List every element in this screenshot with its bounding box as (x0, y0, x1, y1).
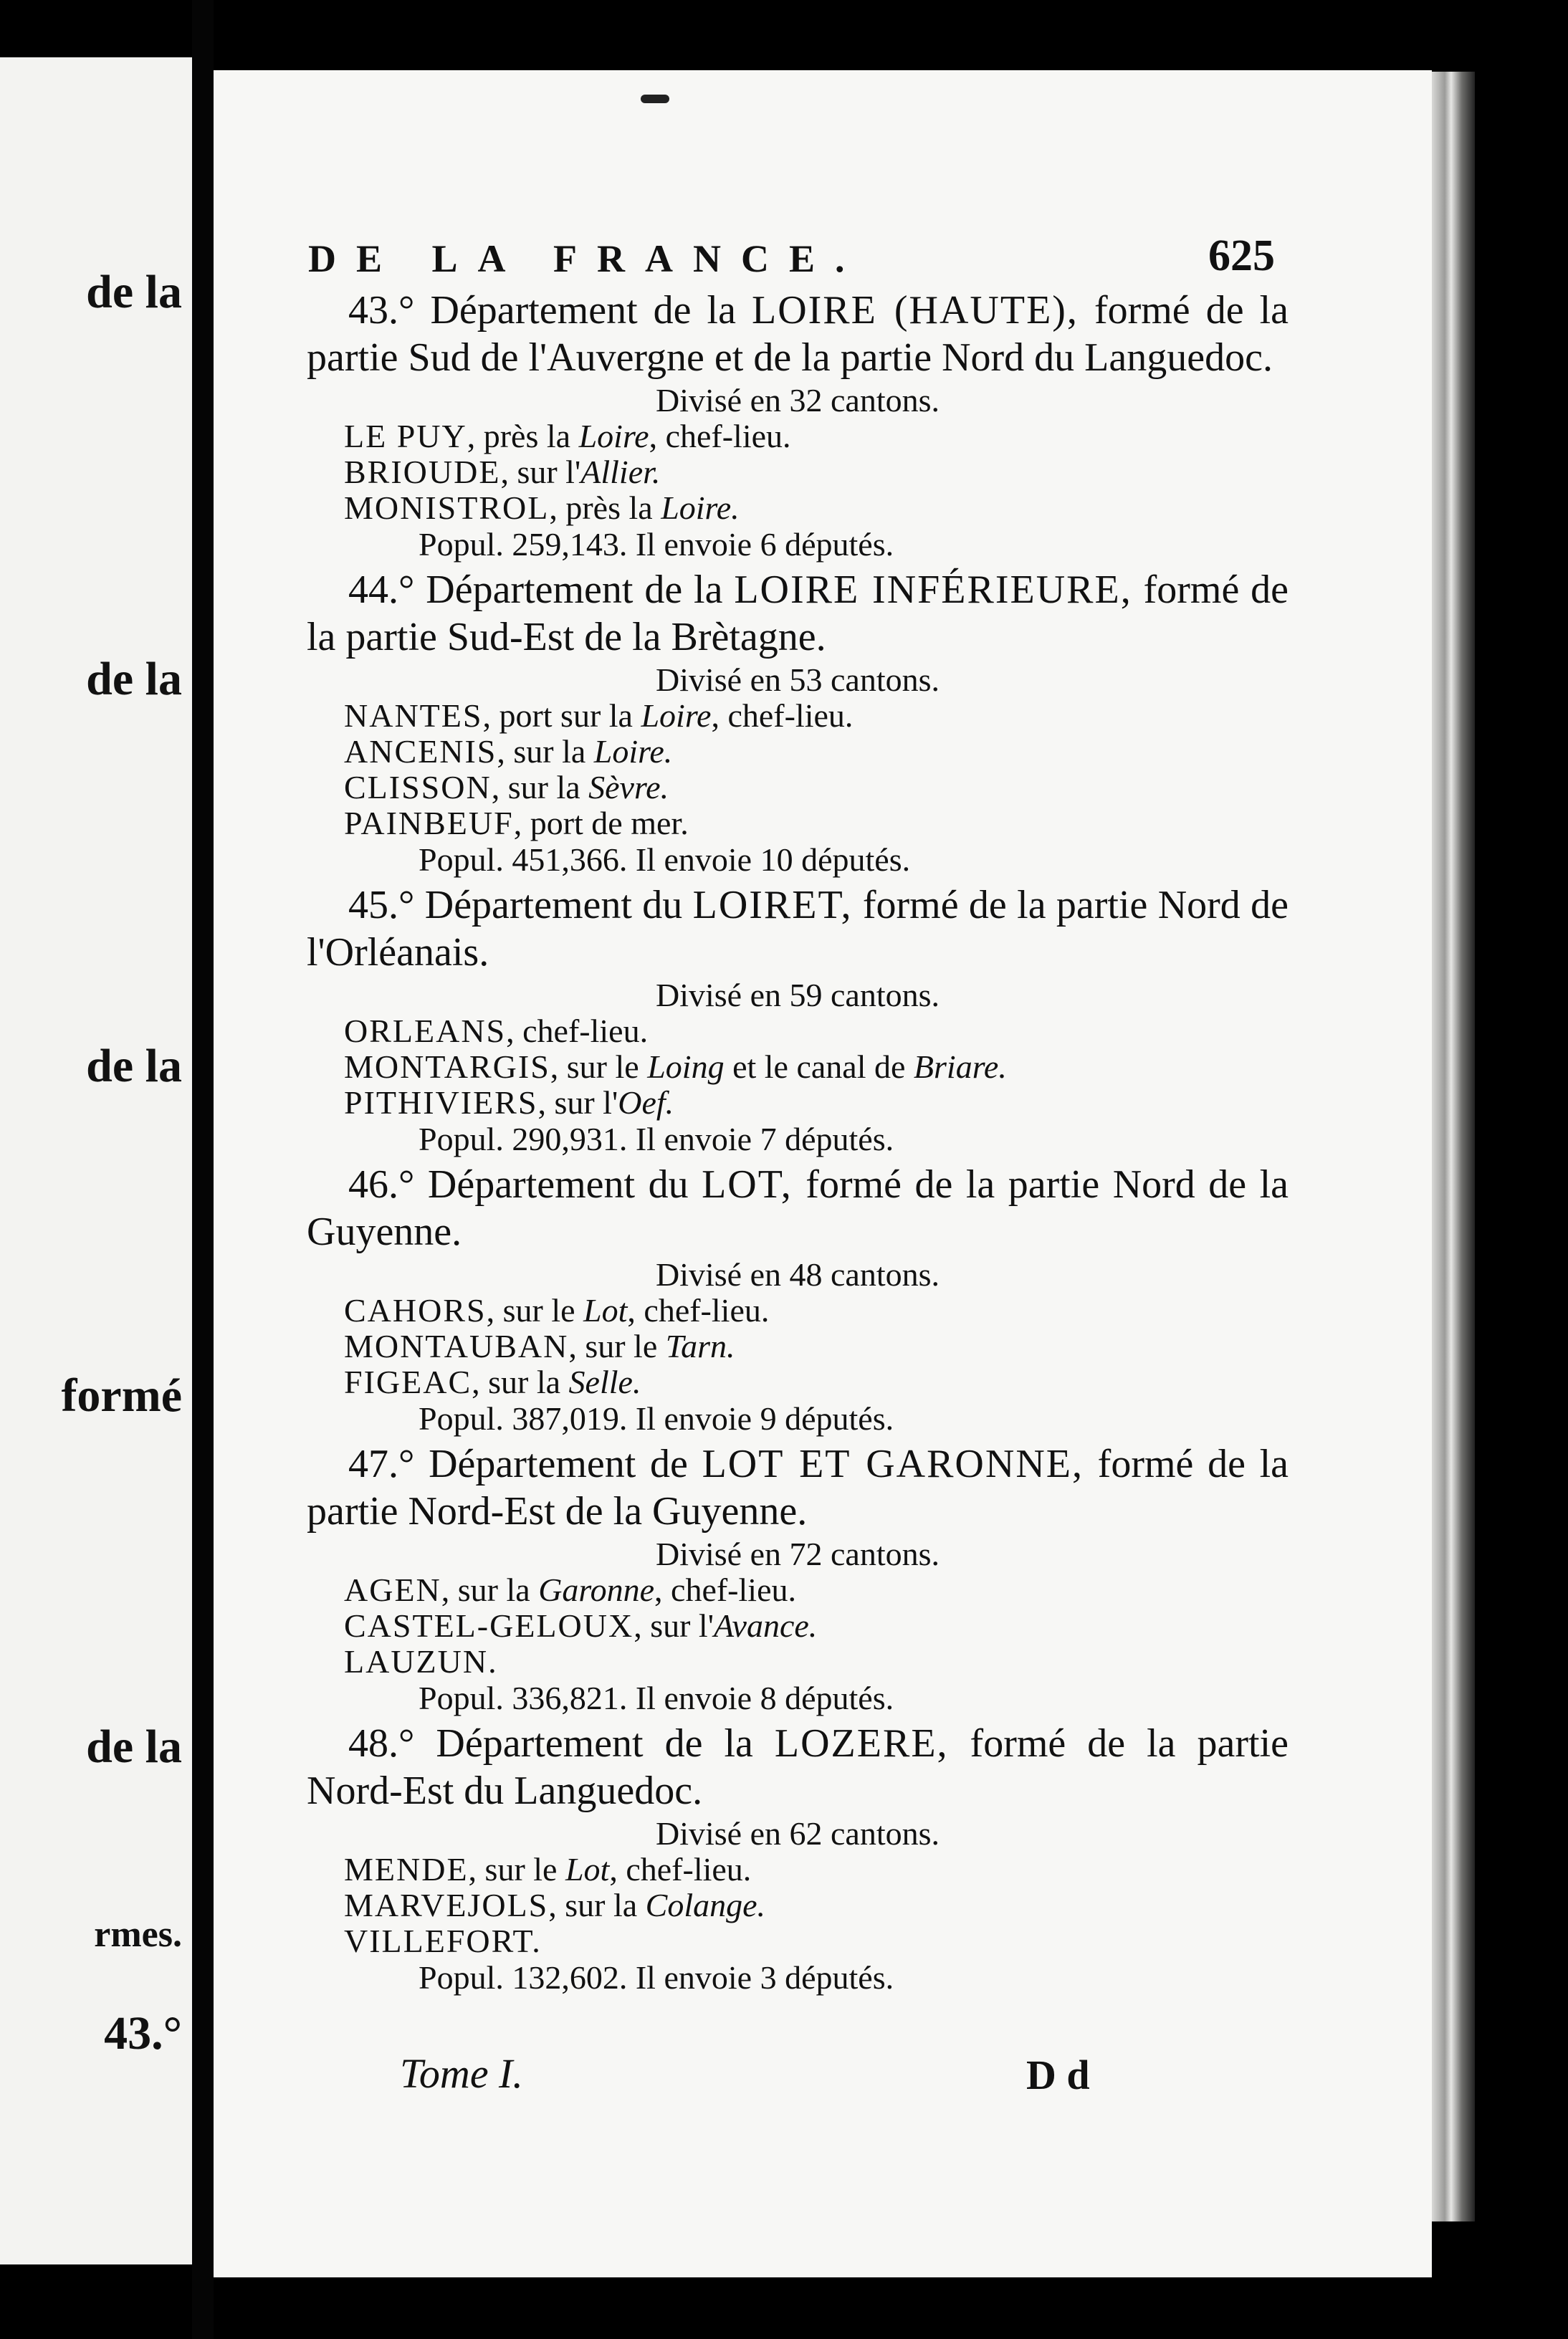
department-name: LOZERE, (774, 1721, 949, 1766)
department-name: LOIRET, (692, 883, 853, 927)
town-text: , port sur la (482, 697, 641, 734)
department-heading-pre: Département de la (426, 568, 723, 612)
department-entry (307, 881, 1289, 1158)
left-page-fragment: de la (86, 1721, 182, 1773)
left-page-fragment: formé (61, 1369, 182, 1422)
department-number: 48.° (348, 1721, 415, 1766)
river-name: Lot (565, 1851, 610, 1888)
river-name: Loing (647, 1048, 725, 1085)
river-name: Selle. (568, 1364, 641, 1400)
town-line (307, 1644, 1289, 1680)
town-line (307, 1013, 1289, 1049)
department-heading (307, 881, 1289, 976)
town-name: CASTEL-GELOUX (344, 1607, 634, 1644)
department-entry (307, 1440, 1289, 1717)
town-name: MONISTROL (344, 489, 550, 526)
town-name: AGEN (344, 1572, 441, 1608)
department-description: formé de la partie Sud de l'Auvergne et de la partie Nord du Languedoc. (307, 288, 1289, 380)
town-text: , chef-lieu. (506, 1013, 649, 1049)
town-name: CAHORS (344, 1292, 487, 1329)
left-page-strip (0, 57, 192, 2264)
town-text: , sur l' (500, 454, 581, 490)
department-number: 43.° (348, 288, 415, 333)
department-entry (307, 1720, 1289, 1996)
town-name: LE PUY (344, 418, 467, 454)
department-description: formé de la partie Nord-Est de la Guyenne. (307, 1442, 1289, 1534)
river-name: Loire. (593, 733, 673, 770)
department-heading-pre: Département de la (436, 1721, 753, 1766)
river-name: Lot (583, 1292, 628, 1329)
page-number: 625 (1208, 231, 1275, 280)
left-page-fragment: de la (86, 266, 182, 318)
department-description: formé de la partie Nord-Est du Languedoc. (307, 1721, 1289, 1813)
department-number: 45.° (348, 883, 415, 927)
department-name: LOT ET GARONNE, (702, 1442, 1084, 1486)
town-text: , près la (467, 418, 579, 454)
left-page-fragment: rmes. (94, 1914, 182, 1955)
river-name: Garonne (538, 1572, 655, 1608)
town-line (307, 734, 1289, 770)
river-name: Sèvre. (588, 769, 669, 805)
population-line: Popul. 132,602. Il envoie 3 députés. (419, 1959, 894, 1996)
town-name: CLISSON (344, 769, 492, 805)
river-name: Oef. (618, 1084, 674, 1121)
department-heading-pre: Département du (427, 1162, 689, 1207)
town-text: , sur la (497, 733, 594, 770)
department-name: LOT, (702, 1162, 793, 1207)
town-name: MENDE (344, 1851, 469, 1888)
town-name: FIGEAC (344, 1364, 472, 1400)
town-name: ORLEANS (344, 1013, 507, 1049)
department-name: LOIRE (HAUTE), (752, 288, 1079, 333)
population-line: Popul. 290,931. Il envoie 7 députés. (419, 1121, 894, 1157)
department-entry (307, 287, 1289, 563)
town-name: ANCENIS (344, 733, 497, 770)
river-name: Loire (578, 418, 649, 454)
town-name: MONTARGIS (344, 1048, 550, 1085)
town-name: BRIOUDE (344, 454, 501, 490)
river-name: Avance. (713, 1607, 818, 1644)
department-heading-pre: Département de (429, 1442, 688, 1486)
town-line (307, 1572, 1289, 1608)
department-heading (307, 287, 1289, 381)
canton-count: Divisé en 59 cantons. (655, 977, 940, 1013)
population-line: Popul. 387,019. Il envoie 9 députés. (419, 1400, 894, 1437)
town-text: , chef-lieu. (654, 1572, 796, 1608)
town-line (307, 805, 1289, 841)
river-name: Loire (641, 697, 712, 734)
department-heading-pre: Département du (424, 883, 683, 927)
left-page-fragment: de la (86, 1040, 182, 1092)
town-name: PITHIVIERS (344, 1084, 538, 1121)
town-line (307, 1364, 1289, 1400)
town-name: MARVEJOLS (344, 1887, 549, 1923)
department-number: 44.° (348, 568, 415, 612)
town-text: , sur l' (634, 1607, 714, 1644)
department-description: formé de la partie Sud-Est de la Brètagne. (307, 568, 1289, 659)
town-text: , chef-lieu. (711, 697, 854, 734)
town-line (307, 698, 1289, 734)
page-content (307, 287, 1289, 1999)
left-page-fragment: 43.° (104, 2007, 182, 2060)
town-name: NANTES (344, 697, 483, 734)
department-name: LOIRE INFÉRIEURE, (734, 568, 1132, 612)
department-number: 47.° (348, 1442, 415, 1486)
town-line (307, 490, 1289, 526)
town-name: LAUZUN. (344, 1643, 498, 1680)
town-line (307, 418, 1289, 454)
canal-name: Briare. (913, 1048, 1007, 1085)
town-name: MONTAUBAN (344, 1328, 569, 1364)
town-line (307, 770, 1289, 805)
town-text: , près la (549, 489, 661, 526)
town-text: , chef-lieu. (627, 1292, 770, 1329)
page-edge (1432, 72, 1475, 2221)
town-line (307, 1888, 1289, 1923)
left-page-fragment: de la (86, 653, 182, 705)
town-text: , sur la (548, 1887, 646, 1923)
book-gutter (192, 0, 214, 2339)
river-name: Tarn. (665, 1328, 735, 1364)
town-text: , sur l' (537, 1084, 618, 1121)
town-text: , sur la (491, 769, 589, 805)
town-text: , sur la (472, 1364, 569, 1400)
town-line (307, 1085, 1289, 1121)
canton-count: Divisé en 62 cantons. (655, 1815, 940, 1852)
town-line (307, 1049, 1289, 1085)
town-text: , chef-lieu. (609, 1851, 752, 1888)
ink-mark (641, 95, 669, 103)
town-line (307, 454, 1289, 490)
department-heading (307, 1720, 1289, 1814)
town-line (307, 1608, 1289, 1644)
department-entry (307, 566, 1289, 879)
department-description: formé de la partie Nord de la Guyenne. (307, 1162, 1289, 1254)
department-heading (307, 1440, 1289, 1535)
river-name: Allier. (580, 454, 661, 490)
town-text: , sur le (568, 1328, 666, 1364)
department-heading (307, 566, 1289, 661)
running-head: DE LA FRANCE. (308, 237, 865, 280)
town-text: , chef-lieu. (649, 418, 791, 454)
population-line: Popul. 259,143. Il envoie 6 députés. (419, 526, 894, 563)
river-name: Loire. (661, 489, 740, 526)
town-text: , sur le (486, 1292, 584, 1329)
canton-count: Divisé en 72 cantons. (655, 1536, 940, 1572)
town-text: et le canal de (724, 1048, 914, 1085)
town-line (307, 1329, 1289, 1364)
department-description: formé de la partie Nord de l'Orléanais. (307, 883, 1289, 975)
town-line (307, 1923, 1289, 1959)
river-name: Colange. (645, 1887, 766, 1923)
town-text: , sur le (468, 1851, 565, 1888)
department-heading (307, 1161, 1289, 1255)
department-heading-pre: Département de la (430, 288, 736, 333)
canton-count: Divisé en 32 cantons. (655, 382, 940, 418)
town-text: , sur la (441, 1572, 539, 1608)
volume-label: Tome I. (400, 2050, 523, 2097)
department-entry (307, 1161, 1289, 1438)
town-text: , port de mer. (513, 805, 689, 841)
canton-count: Divisé en 53 cantons. (655, 661, 940, 698)
department-number: 46.° (348, 1162, 415, 1207)
town-name: VILLEFORT. (344, 1923, 542, 1959)
town-text: , sur le (550, 1048, 648, 1085)
population-line: Popul. 451,366. Il envoie 10 députés. (419, 841, 911, 878)
canton-count: Divisé en 48 cantons. (655, 1256, 940, 1293)
population-line: Popul. 336,821. Il envoie 8 députés. (419, 1680, 894, 1716)
town-line (307, 1293, 1289, 1329)
town-name: PAINBEUF (344, 805, 514, 841)
signature-mark: D d (1026, 2052, 1090, 2098)
town-line (307, 1852, 1289, 1888)
